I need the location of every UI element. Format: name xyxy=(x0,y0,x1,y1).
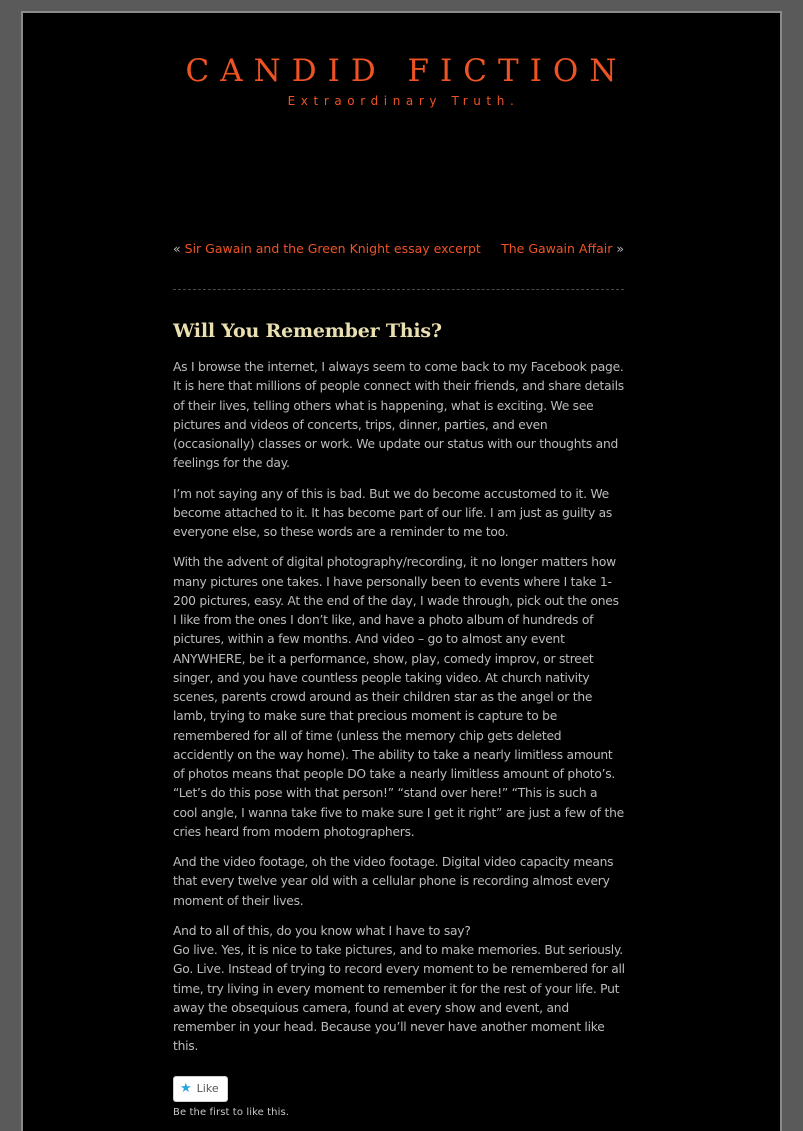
post-title: Will You Remember This? xyxy=(173,320,442,342)
post-entry xyxy=(173,320,625,1118)
star-icon: ★ xyxy=(180,1081,192,1096)
post-paragraph: With the advent of digital photography/recording, it no longer matters how many pictures one takes. I have personally been to events where I take 1-200 pictures, easy. At the end of the day, I wade through, pick out the ones I like from the ones I don’t like, and have a photo album of hundreds of pictures, within a few months. And video – go to almost any event ANYWHERE, be it a performance, show, play, comedy improv, or street singer, and you have countless people taking video. At church nativity scenes, parents crowd around as their children star as the angel or the lamb, trying to make sure that precious moment is capture to be remembered for all of time (unless the memory chip gets deleted accidently on the way home). The ability to take a nearly limitless amount of photos means that people DO take a nearly limitless amount of photo’s. “Let’s do this pose with that person!” “stand over here!” “This is such a cool angle, I wanna take five to make sure I get it right” are just a few of the cries heard from modern photographers. xyxy=(173,555,624,839)
previous-post-link[interactable]: Sir Gawain and the Green Knight essay excerpt xyxy=(184,241,481,256)
post-closing-paragraph xyxy=(173,922,625,1057)
closing-body: Go live. Yes, it is nice to take pictures, and to make memories. But seriously. Go. Live. Instead of trying to record every moment to be remembered for all time, try living in every moment to remember it for the rest of your life. Put away the obsequious camera, found at every show and event, and remember in your head. Because you’ll never have another moment like this. xyxy=(173,943,625,1054)
previous-post-link-group xyxy=(173,241,481,256)
post-paragraph: As I browse the internet, I always seem to come back to my Facebook page. It is here that millions of people connect with their friends, and share details of their lives, telling others what is happening, what is exciting. We see pictures and videos of concerts, trips, dinner, parties, and even (occasionally) classes or work. We update our status with our thoughts and feelings for the day. xyxy=(173,360,624,471)
post-paragraph: I’m not saying any of this is bad. But we do become accustomed to it. We become attached to it. It has become part of our life. I am just as guilty as everyone else, so these words are a reminder to me too. xyxy=(173,486,613,539)
post-paragraph: And the video footage, oh the video footage. Digital video capacity means that every twelve year old with a cellular phone is recording almost every moment of their lives. xyxy=(173,855,614,908)
divider xyxy=(173,289,624,290)
closing-question: And to all of this, do you know what I have to say? xyxy=(173,923,471,938)
like-button[interactable] xyxy=(173,1076,228,1102)
like-prompt: Be the first to like this. xyxy=(173,1106,290,1118)
next-post-link-group xyxy=(501,241,624,256)
next-post-link[interactable]: The Gawain Affair xyxy=(501,241,613,256)
site-tagline: Extraordinary Truth. xyxy=(287,94,520,108)
site-title[interactable]: CANDID FICTION xyxy=(185,53,628,89)
page-container xyxy=(21,11,782,1131)
like-button-label: Like xyxy=(196,1082,219,1095)
previous-arrow-icon: « xyxy=(173,241,181,256)
next-arrow-icon: » xyxy=(616,241,624,256)
